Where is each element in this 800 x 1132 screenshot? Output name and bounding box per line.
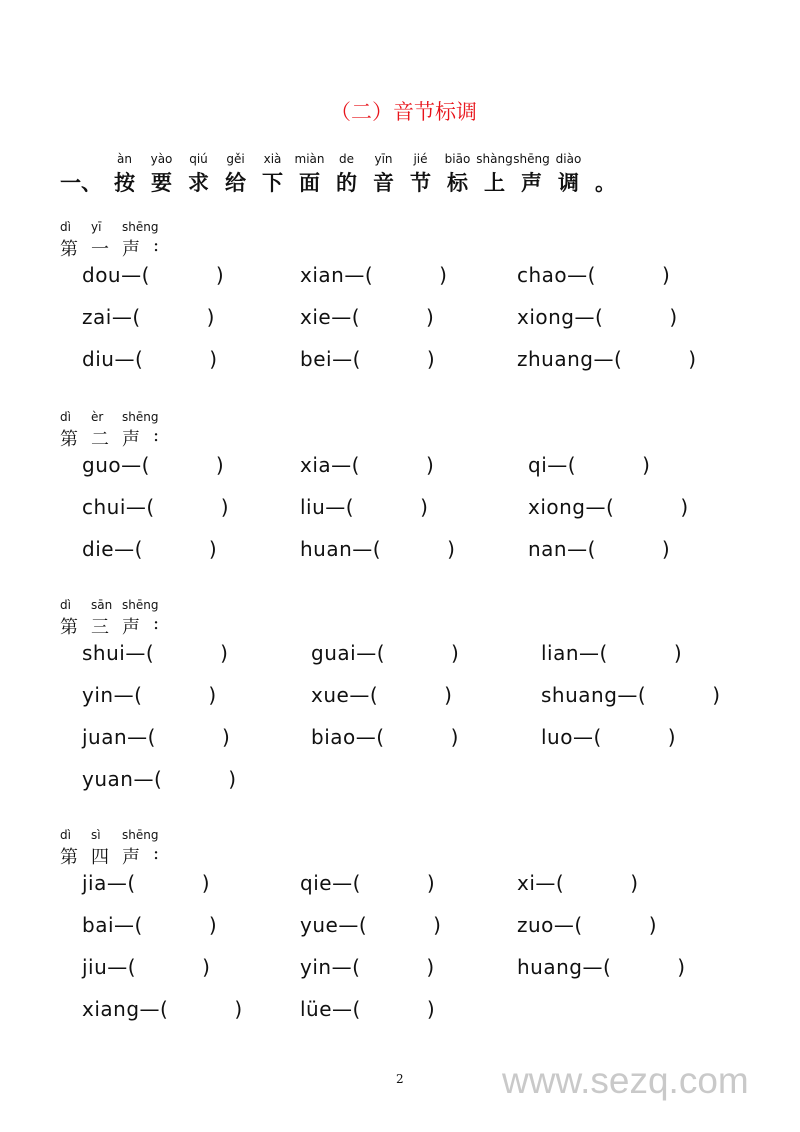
hanzi: 调 [558, 171, 579, 195]
hanzi: 第 [60, 847, 78, 868]
syllable: huan [300, 537, 353, 561]
section-heading [60, 220, 184, 261]
syllable: yin [300, 955, 332, 979]
section-heading [60, 598, 184, 639]
pinyin: gěi [226, 152, 245, 166]
hanzi: 第 [60, 617, 78, 638]
syllable: luo [541, 725, 573, 749]
close-paren: ) [208, 683, 217, 707]
syllable-exercise [528, 495, 689, 519]
syllable: qie [300, 871, 333, 895]
open-paren: —( [547, 453, 577, 477]
syllable: huang [517, 955, 583, 979]
close-paren: ) [630, 871, 639, 895]
syllable-exercise [300, 263, 447, 287]
hanzi: : [153, 235, 160, 256]
section-heading [60, 410, 184, 451]
syllable-exercise [311, 725, 459, 749]
close-paren: ) [444, 683, 453, 707]
close-paren: ) [234, 997, 243, 1021]
section-heading [60, 828, 184, 869]
syllable-exercise [82, 767, 237, 791]
syllable: zhuang [517, 347, 594, 371]
open-paren: —( [121, 263, 150, 287]
syllable-exercise [300, 955, 435, 979]
page-title: （二）音节标调 [330, 100, 477, 124]
hanzi: 第 [60, 429, 78, 450]
close-paren: ) [642, 453, 651, 477]
syllable: yuan [82, 767, 134, 791]
pinyin-char [91, 828, 122, 869]
pinyin: yīn [374, 152, 393, 166]
syllable: xia [300, 453, 332, 477]
hanzi: 标 [447, 171, 468, 195]
hanzi: 声 [122, 239, 140, 260]
pinyin: biāo [444, 152, 471, 166]
close-paren: ) [669, 305, 678, 329]
syllable: xiong [517, 305, 575, 329]
pinyin-char [91, 410, 122, 451]
open-paren: —( [113, 683, 143, 707]
close-paren: ) [206, 305, 215, 329]
syllable-exercise [300, 537, 455, 561]
open-paren: —( [125, 495, 155, 519]
open-paren: —( [331, 305, 361, 329]
hanzi: : [153, 613, 160, 634]
hanzi: 面 [299, 171, 320, 195]
syllable: liu [300, 495, 326, 519]
open-paren: —( [355, 725, 385, 749]
syllable: xian [300, 263, 345, 287]
open-paren: —( [617, 683, 647, 707]
syllable: dou [82, 263, 122, 287]
pinyin-char [60, 828, 91, 869]
close-paren: ) [447, 537, 456, 561]
syllable-exercise [311, 641, 459, 665]
syllable-exercise [311, 683, 452, 707]
instruction-line [60, 152, 624, 197]
close-paren: ) [426, 997, 436, 1021]
syllable: guo [82, 453, 122, 477]
syllable: jia [82, 871, 107, 895]
hanzi: 求 [188, 171, 209, 195]
pinyin: dì [60, 598, 71, 612]
pinyin-char [476, 152, 513, 197]
syllable-exercise [300, 913, 441, 937]
open-paren: —( [535, 871, 565, 895]
pinyin: shēng [122, 828, 159, 842]
close-paren: ) [201, 871, 210, 895]
hanzi: 四 [91, 847, 109, 868]
syllable: chui [82, 495, 126, 519]
syllable: bei [300, 347, 333, 371]
pinyin: xià [263, 152, 282, 166]
page-number: 2 [396, 1072, 404, 1086]
close-paren: ) [221, 725, 231, 749]
pinyin: qiú [189, 152, 208, 166]
close-paren: ) [220, 495, 230, 519]
pinyin-char [291, 152, 328, 197]
hanzi: 按 [114, 171, 135, 195]
open-paren: —( [332, 871, 361, 895]
pinyin-char [122, 410, 159, 451]
hanzi: 一 [91, 239, 109, 260]
open-paren: —( [125, 641, 155, 665]
hanzi: 三 [91, 617, 109, 638]
close-paren: ) [688, 347, 697, 371]
syllable-exercise [82, 913, 217, 937]
syllable: zuo [517, 913, 554, 937]
open-paren: —( [107, 955, 137, 979]
open-paren: —( [585, 495, 615, 519]
pinyin-char [180, 152, 217, 197]
pinyin-char [365, 152, 402, 197]
pinyin: sì [91, 828, 101, 842]
pinyin-char [550, 152, 587, 197]
hanzi: 音 [373, 171, 394, 195]
open-paren: —( [111, 305, 141, 329]
syllable-exercise [541, 683, 721, 707]
syllable-exercise [528, 453, 650, 477]
pinyin: shēng [513, 152, 550, 166]
syllable-exercise [82, 997, 243, 1021]
pinyin: dì [60, 220, 71, 234]
syllable-exercise [300, 871, 435, 895]
open-paren: —( [325, 495, 355, 519]
close-paren: ) [661, 537, 671, 561]
close-paren: ) [450, 725, 459, 749]
syllable-exercise [541, 641, 682, 665]
close-paren: ) [209, 347, 218, 371]
hanzi: 的 [336, 171, 357, 195]
syllable-exercise [82, 495, 229, 519]
close-paren: ) [661, 263, 671, 287]
pinyin-char [153, 828, 184, 869]
syllable-exercise [82, 725, 230, 749]
close-paren: ) [215, 453, 225, 477]
pinyin-char [60, 220, 91, 261]
syllable-exercise [300, 495, 428, 519]
pinyin: dì [60, 828, 71, 842]
open-paren: —( [114, 913, 143, 937]
pinyin-char [513, 152, 550, 197]
syllable: juan [82, 725, 128, 749]
hanzi: 声 [122, 429, 140, 450]
close-paren: ) [426, 871, 436, 895]
pinyin-char [122, 598, 159, 639]
pinyin: yī [91, 220, 102, 234]
syllable-exercise [300, 347, 435, 371]
close-paren: ) [433, 913, 442, 937]
close-paren: ) [680, 495, 689, 519]
syllable-exercise [300, 997, 435, 1021]
close-paren: ) [220, 641, 229, 665]
syllable: yin [82, 683, 114, 707]
syllable: xi [517, 871, 536, 895]
pinyin-char [153, 598, 184, 639]
syllable: die [82, 537, 115, 561]
pinyin-char [106, 152, 143, 197]
syllable-exercise [528, 537, 670, 561]
pinyin-char [217, 152, 254, 197]
syllable: chao [517, 263, 568, 287]
pinyin: shēng [122, 220, 159, 234]
pinyin-char [254, 152, 291, 197]
syllable: bai [82, 913, 115, 937]
close-paren: ) [648, 913, 658, 937]
pinyin: shàng [476, 152, 513, 166]
pinyin: yào [150, 152, 173, 166]
open-paren: —( [331, 453, 360, 477]
close-paren: ) [215, 263, 225, 287]
syllable-exercise [82, 347, 218, 371]
pinyin-char [439, 152, 476, 197]
syllable-exercise [517, 305, 678, 329]
close-paren: ) [451, 641, 460, 665]
pinyin-char [91, 220, 122, 261]
syllable-exercise [300, 305, 434, 329]
syllable: xiong [528, 495, 586, 519]
syllable-exercise [82, 453, 224, 477]
syllable-exercise [82, 305, 215, 329]
syllable: biao [311, 725, 356, 749]
open-paren: —( [349, 683, 379, 707]
hanzi: : [153, 843, 160, 864]
hanzi: 二 [91, 429, 109, 450]
pinyin-char [153, 220, 184, 261]
open-paren: —( [338, 913, 368, 937]
open-paren: —( [593, 347, 623, 371]
hanzi: 上 [484, 171, 505, 195]
syllable-exercise [82, 871, 210, 895]
pinyin: sān [91, 598, 113, 612]
syllable-exercise [82, 955, 210, 979]
close-paren: ) [208, 913, 218, 937]
syllable: lian [541, 641, 580, 665]
hanzi: 给 [225, 171, 246, 195]
open-paren: —( [106, 871, 136, 895]
close-paren: ) [425, 453, 435, 477]
pinyin-char [60, 598, 91, 639]
close-paren: ) [202, 955, 211, 979]
watermark: www.sezq.com [502, 1060, 749, 1101]
close-paren: ) [712, 683, 721, 707]
syllable: zai [82, 305, 112, 329]
pinyin: èr [91, 410, 104, 424]
syllable-exercise [82, 641, 228, 665]
hanzi: : [153, 425, 160, 446]
syllable: yue [300, 913, 339, 937]
syllable: xie [300, 305, 332, 329]
pinyin: dì [60, 410, 71, 424]
syllable-exercise [517, 347, 697, 371]
pinyin: shēng [122, 410, 159, 424]
pinyin: de [339, 152, 354, 166]
syllable-exercise [82, 537, 217, 561]
close-paren: ) [228, 767, 237, 791]
close-paren: ) [667, 725, 677, 749]
open-paren: —( [344, 263, 374, 287]
pinyin-char [328, 152, 365, 197]
close-paren: ) [420, 495, 429, 519]
pinyin: diào [555, 152, 582, 166]
syllable-exercise [517, 955, 686, 979]
pinyin-char [402, 152, 439, 197]
syllable: guai [311, 641, 357, 665]
syllable-exercise [517, 871, 639, 895]
syllable: nan [528, 537, 568, 561]
pinyin-char [60, 410, 91, 451]
syllable: diu [82, 347, 115, 371]
hanzi: 下 [262, 171, 283, 195]
hanzi: 要 [151, 171, 172, 195]
close-paren: ) [426, 347, 436, 371]
hanzi: 节 [410, 171, 431, 195]
close-paren: ) [439, 263, 448, 287]
open-paren: —( [572, 725, 602, 749]
syllable-exercise [541, 725, 676, 749]
hanzi: 第 [60, 239, 78, 260]
syllable: lüe [300, 997, 333, 1021]
syllable-exercise [300, 453, 434, 477]
syllable: shuang [541, 683, 618, 707]
open-paren: —( [574, 305, 604, 329]
open-paren: —( [127, 725, 156, 749]
syllable-exercise [82, 683, 217, 707]
pinyin-char [143, 152, 180, 197]
syllable-exercise [517, 263, 670, 287]
pinyin-char [122, 220, 159, 261]
open-paren: —( [582, 955, 612, 979]
syllable: jiu [82, 955, 108, 979]
pinyin: àn [117, 152, 132, 166]
pinyin: shēng [122, 598, 159, 612]
close-paren: ) [426, 305, 435, 329]
syllable: xiang [82, 997, 140, 1021]
pinyin-char [153, 410, 184, 451]
pinyin-char [91, 598, 122, 639]
open-paren: —( [579, 641, 608, 665]
syllable-exercise [82, 263, 224, 287]
open-paren: —( [553, 913, 583, 937]
pinyin: miàn [294, 152, 325, 166]
open-paren: —( [331, 955, 361, 979]
open-paren: —( [352, 537, 382, 561]
close-paren: ) [677, 955, 686, 979]
open-paren: —( [114, 537, 143, 561]
hanzi: 声 [122, 617, 140, 638]
close-paren: ) [208, 537, 218, 561]
syllable: shui [82, 641, 126, 665]
open-paren: —( [567, 537, 596, 561]
open-paren: —( [356, 641, 385, 665]
hanzi: 声 [521, 171, 542, 195]
open-paren: —( [567, 263, 596, 287]
open-paren: —( [332, 997, 361, 1021]
close-paren: ) [673, 641, 683, 665]
open-paren: —( [121, 453, 150, 477]
syllable: xue [311, 683, 350, 707]
syllable-exercise [517, 913, 657, 937]
hanzi: 声 [122, 847, 140, 868]
pinyin: jié [413, 152, 428, 166]
open-paren: —( [332, 347, 361, 371]
pinyin-char [122, 828, 159, 869]
open-paren: —( [133, 767, 163, 791]
instruction-number: 一、 [60, 171, 102, 195]
close-paren: ) [426, 955, 435, 979]
syllable: qi [528, 453, 548, 477]
hanzi: 。 [595, 171, 616, 195]
open-paren: —( [114, 347, 144, 371]
open-paren: —( [139, 997, 169, 1021]
pinyin-char [587, 152, 624, 197]
